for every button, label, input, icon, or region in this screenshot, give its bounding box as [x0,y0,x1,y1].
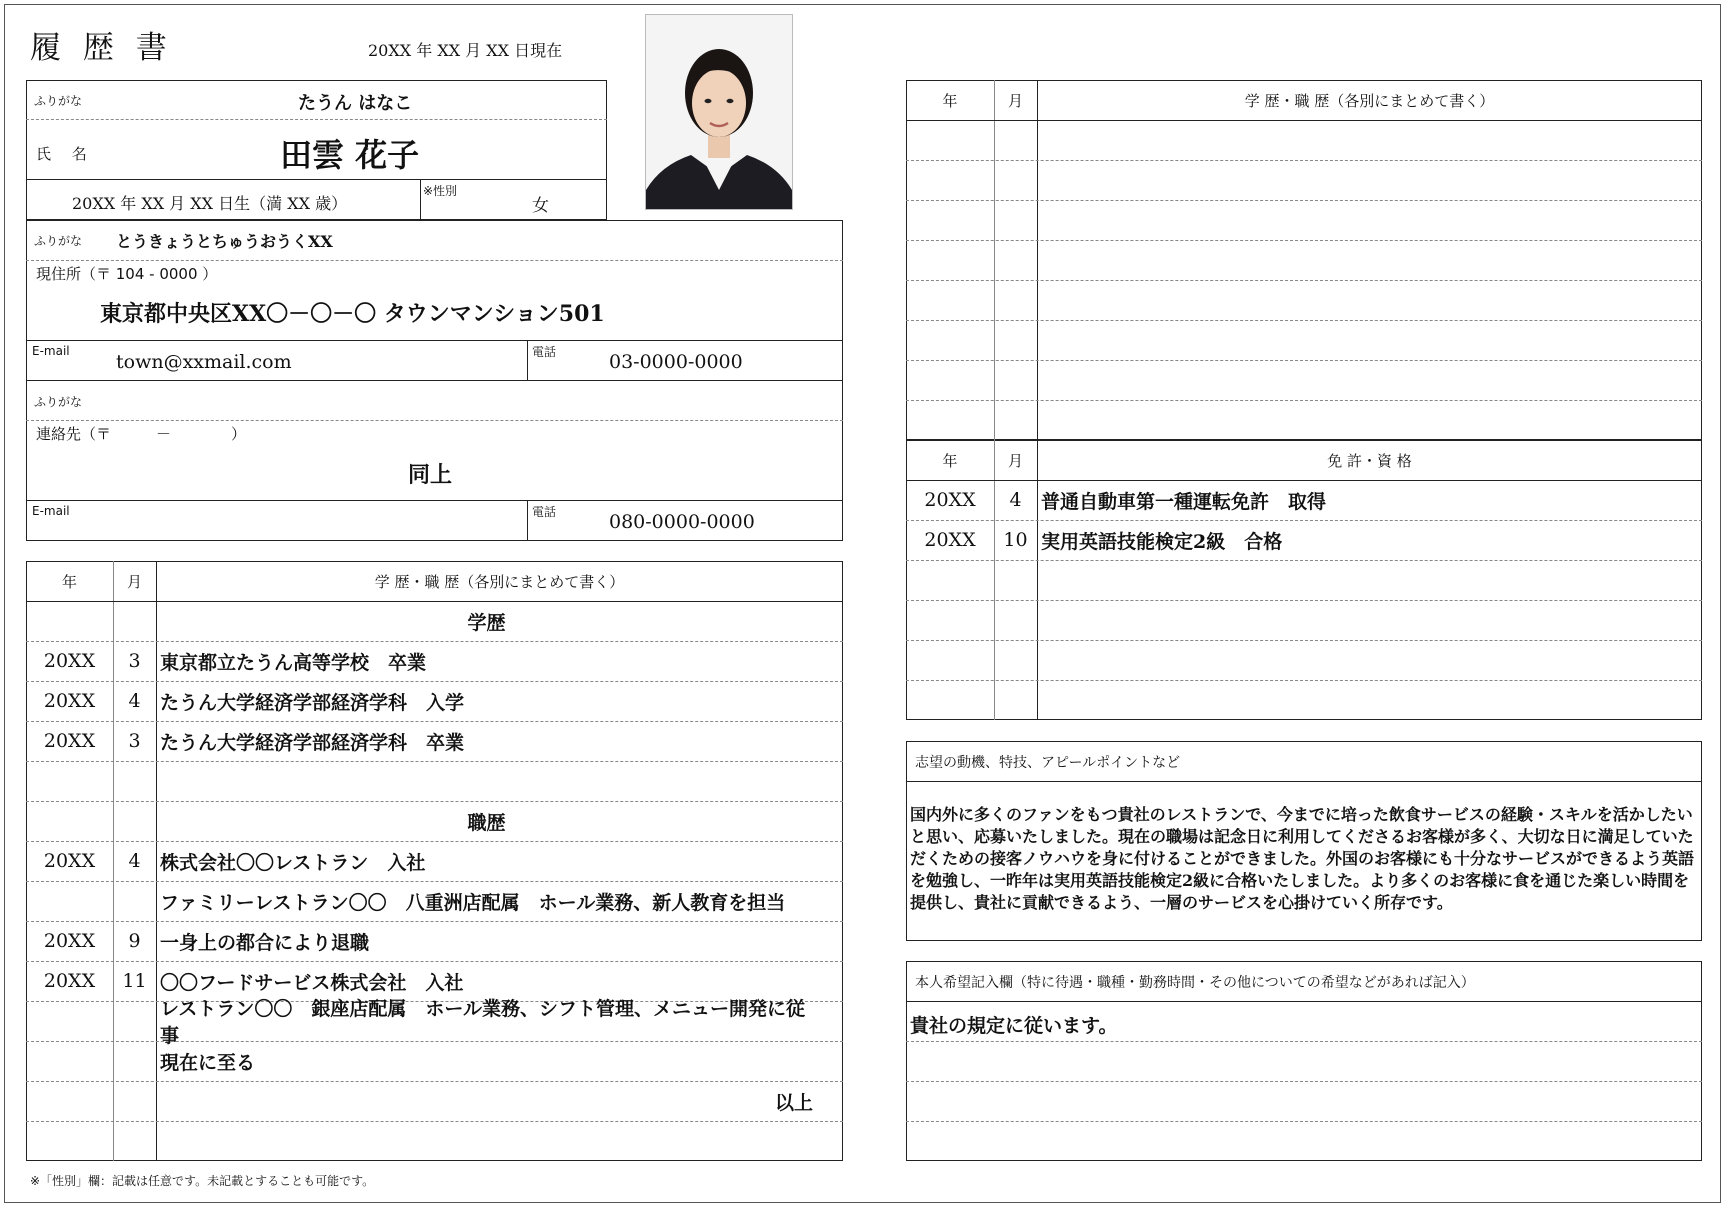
licenses-row-year [906,560,994,600]
licenses-title-header: 免 許・資 格 [1327,451,1412,470]
history2-row-text [1041,400,1672,440]
address-label: 現住所（〒 104 - 0000 ） [36,265,218,283]
history2-row-month [994,320,1037,360]
history-row-year [26,801,113,841]
history-row-text: 東京都立たうん高等学校 卒業 [160,651,427,674]
history-row-month [113,1121,156,1161]
licenses-row-year [906,680,994,720]
history2-month-header: 月 [1007,91,1023,110]
history-row-year [26,881,113,921]
history2-year-header: 年 [942,91,958,110]
address-furigana-label: ふりがな [34,234,83,248]
history-row-year [26,1081,113,1121]
history-row-month: 11 [122,970,147,992]
licenses-row-month: 4 [1009,489,1022,511]
motivation-text: 国内外に多くのファンをもつ貴社のレストランで、今までに培った飲食サービスの経験・スキルを活かしたいと思い、応募いたしました。現在の職場は記念日に利用してくださるお客様が多く、大切な日に満足していただくための接客ノウハウを身に付けることができました。外国のお客様にも十分なサービスができるよう英語を勉強し、一昨年は実用英語技能検定2級に合格いたしました。より多くのお客様に食を通じた楽しい時間を提供し、貴社に貢献できるよう、一層のサービスを心掛けていく所存です。 [910,805,1695,912]
history-row-month [113,1041,156,1081]
history2-row-month [994,200,1037,240]
history-row-month: 4 [128,850,141,872]
resume-title: 履 歴 書 [30,30,173,66]
history2-row-month [994,360,1037,400]
history-row-text: 〇〇フードサービス株式会社 入社 [160,971,464,994]
contact-furigana-label: ふりがな [34,395,83,409]
history2-row-month [994,240,1037,280]
licenses-row-month [994,600,1037,640]
licenses-row-text [1041,560,1672,600]
history-row-text [160,761,813,801]
footnote: ※「性別」欄：記載は任意です。未記載とすることも可能です。 [30,1174,375,1188]
history-row-month [113,1081,156,1121]
history-row-month [113,881,156,921]
applicant-name: 田雲 花子 [280,136,420,174]
history-month-header: 月 [126,572,142,591]
history2-row-text [1041,320,1672,360]
history2-row-year [906,280,994,320]
history2-row-text [1041,280,1672,320]
licenses-row-month [994,680,1037,720]
history2-row-text [1041,160,1672,200]
licenses-row-text [1041,640,1672,680]
name-label: 氏 名 [36,145,95,163]
history-row-year: 20XX [43,690,96,712]
address-email: town@xxmail.com [116,351,292,373]
contact-email-label: E-mail [32,504,70,518]
licenses-row-year [906,600,994,640]
licenses-row-text [1041,600,1672,640]
history2-row-year [906,400,994,440]
licenses-row-month [994,560,1037,600]
history2-row-text [1041,200,1672,240]
history2-title-header: 学 歴・職 歴（各別にまとめて書く） [1244,91,1495,110]
history-row-year [26,1121,113,1161]
history-row-year: 20XX [43,930,96,952]
history-row-month [113,801,156,841]
history2-row-year [906,320,994,360]
history-row-year: 20XX [43,650,96,672]
contact-value: 同上 [408,462,453,488]
licenses-year-header: 年 [942,451,958,470]
licenses-row-text [1041,680,1672,720]
history-row-year [26,1001,113,1041]
id-photo [645,14,793,210]
licenses-row-year: 20XX [924,529,976,551]
contact-label: 連絡先（〒 － ） [36,425,247,443]
history2-row-year [906,240,994,280]
address-value: 東京都中央区XX〇－〇－〇 タウンマンション501 [100,301,605,327]
name-furigana: たうん はなこ [298,93,413,114]
history-row-text [160,1121,813,1161]
birth-date: 20XX 年 XX 月 XX 日生（満 XX 歳） [72,194,348,213]
history-row-month: 4 [128,690,141,712]
history-row-text: たうん大学経済学部経済学科 卒業 [160,731,465,754]
licenses-row-month [994,640,1037,680]
history-row-month: 3 [128,650,141,672]
history2-row-month [994,400,1037,440]
history2-row-year [906,120,994,160]
history2-row-year [906,200,994,240]
history-row-text: 一身上の都合により退職 [160,931,370,954]
contact-phone: 080-0000-0000 [609,511,755,533]
history-row-year [26,761,113,801]
history-row-text: 以上 [774,1091,813,1114]
history-row-year: 20XX [43,730,96,752]
history-row-year [26,601,113,641]
history-row-text: 現在に至る [160,1051,256,1074]
history2-row-text [1041,120,1672,160]
history2-row-year [906,160,994,200]
gender-label: ※性別 [423,184,458,198]
current-date: 20XX 年 XX 月 XX 日現在 [368,41,563,60]
wishes-label: 本人希望記入欄（特に待遇・職種・勤務時間・その他についての希望などがあれば記入） [915,975,1475,991]
history2-row-text [1041,360,1672,400]
licenses-row-text: 普通自動車第一種運転免許 取得 [1041,490,1327,513]
licenses-row-year [906,640,994,680]
gender-value: 女 [532,196,549,216]
history-row-text: 職歴 [467,811,506,834]
licenses-month-header: 月 [1007,451,1023,470]
history-row-text: 株式会社〇〇レストラン 入社 [160,851,426,874]
history2-row-month [994,160,1037,200]
history-row-text: たうん大学経済学部経済学科 入学 [160,691,465,714]
history-row-month: 9 [128,930,141,952]
name-furigana-label: ふりがな [34,94,83,108]
history-row-text: 学歴 [467,611,506,634]
history2-row-month [994,120,1037,160]
history-row-month: 3 [128,730,141,752]
wishes-line-1: 貴社の規定に従います。 [910,1015,1118,1037]
licenses-row-text: 実用英語技能検定2級 合格 [1041,530,1283,553]
history-row-month [113,601,156,641]
history-title-header: 学 歴・職 歴（各別にまとめて書く） [374,572,625,591]
address-email-label: E-mail [32,344,70,358]
address-phone-label: 電話 [532,345,557,359]
address-furigana: とうきょうとちゅうおうくXX [116,232,333,251]
history-row-year: 20XX [43,970,96,992]
licenses-row-month: 10 [1003,529,1028,551]
history-row-year: 20XX [43,850,96,872]
history-row-month [113,761,156,801]
history2-row-year [906,360,994,400]
history2-row-text [1041,240,1672,280]
history-row-text: レストラン〇〇 銀座店配属 ホール業務、シフト管理、メニュー開発に従事 [160,998,806,1047]
history-year-header: 年 [61,572,77,591]
history2-row-month [994,280,1037,320]
licenses-row-year: 20XX [924,489,976,511]
person-photo-illustration [646,15,792,209]
history-row-year [26,1041,113,1081]
contact-phone-label: 電話 [532,505,557,519]
history-row-text: ファミリーレストラン〇〇 八重洲店配属 ホール業務、新人教育を担当 [160,891,786,914]
address-phone: 03-0000-0000 [609,351,743,373]
history-row-month [113,1001,156,1041]
motivation-label: 志望の動機、特技、アピールポイントなど [915,755,1181,771]
